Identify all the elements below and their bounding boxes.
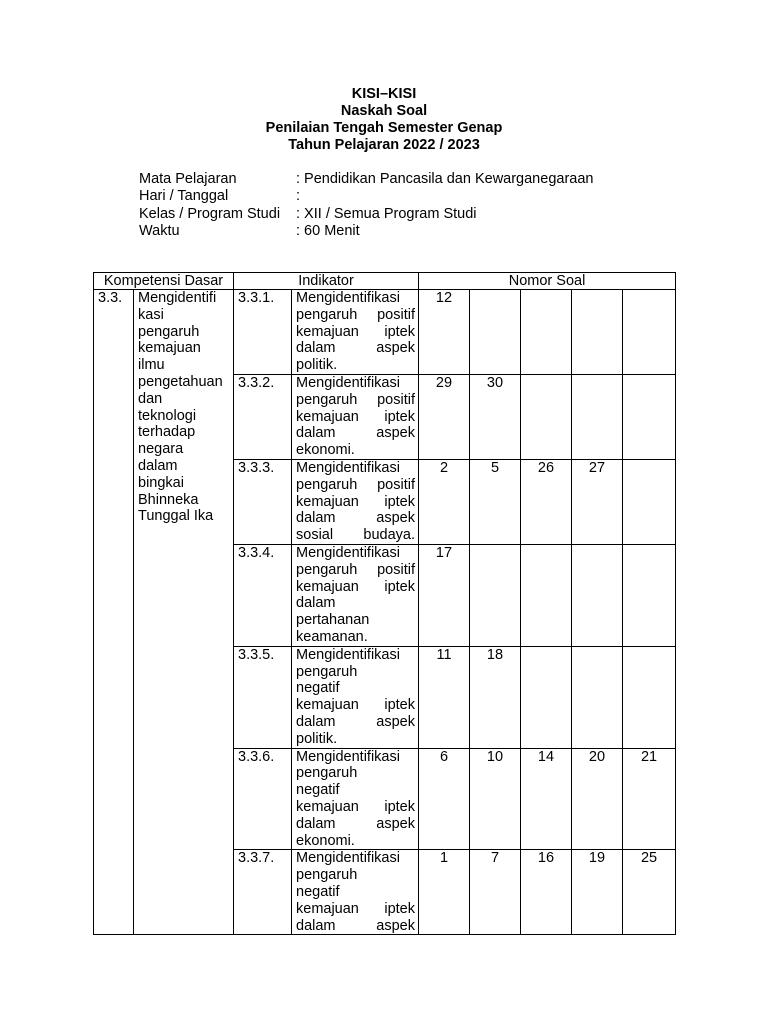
nomor-soal-cell xyxy=(623,544,676,646)
title-line-3: Penilaian Tengah Semester Genap xyxy=(265,120,503,136)
indikator-text xyxy=(292,646,419,748)
nomor-soal-cell: 17 xyxy=(419,544,470,646)
nomor-soal-cell xyxy=(521,290,572,375)
indikator-line: dalam xyxy=(296,595,336,612)
table-header-row xyxy=(94,273,676,290)
nomor-soal-cell xyxy=(521,544,572,646)
indikator-line: Mengidentifikasi xyxy=(296,459,400,476)
meta-row xyxy=(139,206,593,223)
meta-key: Hari / Tanggal xyxy=(139,188,229,205)
indikator-line: Mengidentifikasi xyxy=(296,748,400,765)
kd-line: ilmu xyxy=(138,357,165,374)
nomor-soal-cell xyxy=(572,375,623,460)
nomor-soal-cell: 19 xyxy=(572,850,623,935)
nomor-soal-cell: 2 xyxy=(419,459,470,544)
nomor-soal-cell xyxy=(572,290,623,375)
kd-line: dan xyxy=(138,390,163,407)
title-line-2: Naskah Soal xyxy=(340,103,428,119)
indikator-line: pengaruh xyxy=(296,765,358,782)
header-indikator: Indikator xyxy=(234,273,419,290)
indikator-number: 3.3.1. xyxy=(234,290,292,375)
indikator-line: kemajuan iptek xyxy=(296,900,415,917)
indikator-line: pengaruh xyxy=(296,867,358,884)
indikator-line: Mengidentifikasi xyxy=(296,646,400,663)
kd-description xyxy=(134,290,234,935)
kd-number: 3.3. xyxy=(94,290,134,935)
indikator-line: pertahanan xyxy=(296,612,370,629)
nomor-soal-cell: 30 xyxy=(470,375,521,460)
nomor-soal-cell xyxy=(572,544,623,646)
nomor-soal-cell: 16 xyxy=(521,850,572,935)
nomor-soal-cell xyxy=(623,375,676,460)
kd-line: Bhinneka xyxy=(138,491,199,508)
meta-row xyxy=(139,188,593,205)
meta-row xyxy=(139,223,593,240)
indikator-line: pengaruh xyxy=(296,663,358,680)
indikator-line: kemajuan iptek xyxy=(296,578,415,595)
nomor-soal-cell xyxy=(623,459,676,544)
indikator-number: 3.3.3. xyxy=(234,459,292,544)
indikator-line: dalam aspek xyxy=(296,815,415,832)
indikator-line: dalam aspek xyxy=(296,510,415,527)
meta-value: : 60 Menit xyxy=(296,222,360,239)
kd-line: pengaruh xyxy=(138,323,200,340)
meta-key: Mata Pelajaran xyxy=(139,171,237,187)
indikator-number: 3.3.7. xyxy=(234,850,292,935)
indikator-text xyxy=(292,850,419,935)
indikator-line: kemajuan iptek xyxy=(296,493,415,510)
indikator-line: politik. xyxy=(296,357,338,374)
header-nomor-soal: Nomor Soal xyxy=(419,273,676,290)
nomor-soal-cell: 1 xyxy=(419,850,470,935)
kd-line: terhadap xyxy=(138,424,196,441)
kd-line: kemajuan xyxy=(138,340,201,357)
kd-line: pengetahuan xyxy=(138,373,223,390)
indikator-line: dalam aspek xyxy=(296,713,415,730)
nomor-soal-cell: 7 xyxy=(470,850,521,935)
kd-line: kasi xyxy=(138,306,164,323)
indikator-text xyxy=(292,748,419,850)
indikator-line: Mengidentifikasi xyxy=(296,290,400,306)
indikator-line: politik. xyxy=(296,730,338,747)
indikator-line: dalam aspek xyxy=(296,425,415,442)
meta-key: Kelas / Program Studi xyxy=(139,205,281,222)
nomor-soal-cell xyxy=(623,646,676,748)
kd-line: teknologi xyxy=(138,407,197,424)
title-line-4: Tahun Pelajaran 2022 / 2023 xyxy=(288,137,480,153)
indikator-line: pengaruh positif xyxy=(296,391,415,408)
nomor-soal-cell: 21 xyxy=(623,748,676,850)
nomor-soal-cell: 18 xyxy=(470,646,521,748)
nomor-soal-cell: 27 xyxy=(572,459,623,544)
indikator-line: negatif xyxy=(296,680,340,697)
meta-value: : xyxy=(296,188,301,205)
indikator-line: dalam aspek xyxy=(296,340,415,357)
indikator-line: kemajuan iptek xyxy=(296,408,415,425)
table-row xyxy=(94,290,676,375)
kd-line: Tunggal Ika xyxy=(138,508,214,525)
nomor-soal-cell xyxy=(470,290,521,375)
kd-line: Mengidentifi xyxy=(138,290,217,306)
indikator-line: dalam aspek xyxy=(296,917,415,934)
indikator-line: pengaruh positif xyxy=(296,476,415,493)
nomor-soal-cell: 11 xyxy=(419,646,470,748)
meta-key: Waktu xyxy=(139,222,180,239)
nomor-soal-cell xyxy=(623,290,676,375)
indikator-line: ekonomi. xyxy=(296,832,355,849)
nomor-soal-cell: 25 xyxy=(623,850,676,935)
nomor-soal-cell xyxy=(521,375,572,460)
kd-line: negara xyxy=(138,441,184,458)
indikator-text xyxy=(292,459,419,544)
nomor-soal-cell: 10 xyxy=(470,748,521,850)
indikator-line: keamanan. xyxy=(296,628,368,645)
indikator-line: pengaruh positif xyxy=(296,306,415,323)
indikator-line: kemajuan iptek xyxy=(296,323,415,340)
indikator-number: 3.3.4. xyxy=(234,544,292,646)
nomor-soal-cell: 14 xyxy=(521,748,572,850)
nomor-soal-cell: 20 xyxy=(572,748,623,850)
indikator-line: negatif xyxy=(296,883,340,900)
indikator-line: sosial budaya. xyxy=(296,527,415,544)
indikator-line: negatif xyxy=(296,782,340,799)
indikator-line: kemajuan iptek xyxy=(296,798,415,815)
nomor-soal-cell: 26 xyxy=(521,459,572,544)
indikator-text xyxy=(292,290,419,375)
meta-row xyxy=(139,171,593,188)
nomor-soal-cell xyxy=(572,646,623,748)
indikator-number: 3.3.6. xyxy=(234,748,292,850)
indikator-number: 3.3.2. xyxy=(234,375,292,460)
indikator-text xyxy=(292,544,419,646)
indikator-line: Mengidentifikasi xyxy=(296,850,400,867)
header-kompetensi-dasar: Kompetensi Dasar xyxy=(94,273,234,290)
indikator-line: Mengidentifikasi xyxy=(296,375,400,391)
indikator-line: pengaruh positif xyxy=(296,561,415,578)
title-line-1: KISI–KISI xyxy=(351,86,417,102)
nomor-soal-cell: 6 xyxy=(419,748,470,850)
nomor-soal-cell: 5 xyxy=(470,459,521,544)
indikator-text xyxy=(292,375,419,460)
kd-line: bingkai xyxy=(138,474,184,491)
nomor-soal-cell: 12 xyxy=(419,290,470,375)
meta-value: : Pendidikan Pancasila dan Kewarganegaraan xyxy=(296,171,594,187)
meta-value: : XII / Semua Program Studi xyxy=(296,205,477,222)
document-title xyxy=(0,86,768,154)
indikator-number: 3.3.5. xyxy=(234,646,292,748)
meta-info xyxy=(139,171,593,240)
nomor-soal-cell: 29 xyxy=(419,375,470,460)
kisi-kisi-table xyxy=(93,272,676,935)
indikator-line: Mengidentifikasi xyxy=(296,544,400,561)
kd-line: dalam xyxy=(138,457,178,474)
nomor-soal-cell xyxy=(521,646,572,748)
indikator-line: kemajuan iptek xyxy=(296,697,415,714)
nomor-soal-cell xyxy=(470,544,521,646)
indikator-line: ekonomi. xyxy=(296,442,355,459)
